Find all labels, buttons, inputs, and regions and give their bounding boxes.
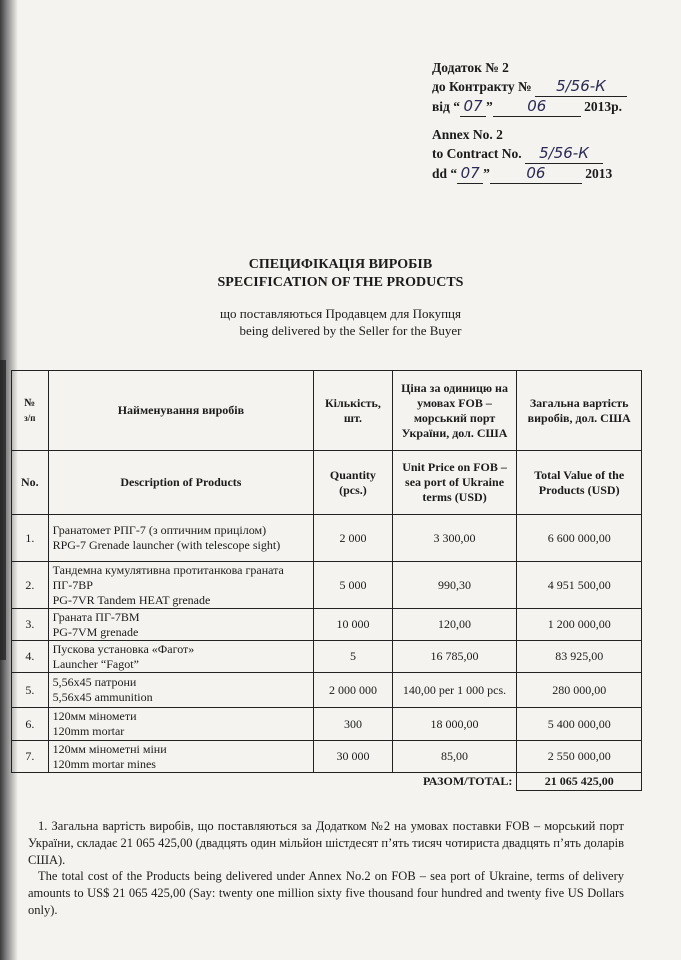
row-no: 5. [12, 673, 49, 708]
table-total-row [12, 773, 642, 791]
header-qty-ua: Кількість, шт. [314, 371, 393, 451]
row-total: 280 000,00 [517, 673, 642, 708]
total-label: РАЗОМ/TOTAL: [12, 773, 517, 791]
row-price: 85,00 [392, 741, 517, 773]
row-qty: 10 000 [314, 609, 393, 641]
header-en-date-prefix: dd “ [432, 166, 458, 181]
subtitle-en: being delivered by the Seller for the Buyer [239, 323, 462, 338]
row-desc-ua: Граната ПГ-7ВМ [52, 609, 140, 624]
row-no: 3. [12, 609, 49, 641]
row-no: 6. [12, 708, 49, 741]
row-qty: 5 000 [314, 562, 393, 609]
header-en-date-line [432, 164, 612, 184]
row-desc-ua: Гранатомет РПГ-7 (з оптичним прицілом) [52, 523, 267, 537]
row-desc [48, 562, 314, 609]
header-ua-quote-close: ” [486, 99, 493, 114]
header-ua-month: 06 [493, 97, 581, 117]
row-no: 2. [12, 562, 49, 609]
table-row [12, 609, 642, 641]
row-desc-ua: Тандемна кумулятивна протитанкова граната ПГ-7ВР [52, 562, 284, 592]
header-ua-contract-label: до Контракту № [432, 79, 532, 94]
header-ua-date-prefix: від “ [432, 99, 460, 114]
row-price: 16 785,00 [392, 641, 517, 673]
row-price: 140,00 per 1 000 pcs. [392, 673, 517, 708]
row-desc [48, 673, 314, 708]
header-ua [432, 58, 627, 117]
title-en: SPECIFICATION OF THE PRODUCTS [217, 275, 464, 290]
scan-edge-mark [0, 360, 6, 660]
header-no-sub: з/п [24, 412, 36, 423]
row-desc-en: PG-7VR Tandem HEAT grenade [52, 592, 211, 607]
row-qty: 2 000 [314, 515, 393, 562]
row-desc-en: 5,56x45 ammunition [52, 690, 153, 704]
row-no: 7. [12, 741, 49, 773]
header-ua-day: 07 [460, 97, 486, 117]
row-price: 3 300,00 [392, 515, 517, 562]
table-row [12, 641, 642, 673]
title-ua: СПЕЦИФІКАЦІЯ ВИРОБІВ [248, 257, 433, 272]
header-ua-contract-line [432, 77, 627, 97]
table-header-row-ua [12, 371, 642, 451]
row-desc [48, 515, 314, 562]
header-en-annex: Annex No. 2 [432, 127, 503, 142]
header-price-ua: Ціна за одиницю на умовах FOB – морський порт України, дол. США [392, 371, 517, 451]
row-no: 4. [12, 641, 49, 673]
row-desc-en: 120mm mortar [52, 724, 125, 738]
header-no-symbol: № [24, 396, 36, 409]
note-en: The total cost of the Products being delivered under Annex No.2 on FOB – sea port of Ukraine, terms of delivery amounts to US$ 21 065 425,00 (Say: twenty one million sixty five thousand four hundred and twenty five US Dollars only). [28, 869, 624, 917]
table-row [12, 708, 642, 741]
header-price-en: Unit Price on FOB – sea port of Ukraine terms (USD) [392, 451, 517, 515]
row-price: 990,30 [392, 562, 517, 609]
row-desc-en: Launcher “Fagot” [52, 656, 139, 671]
row-qty: 5 [314, 641, 393, 673]
header-en-year: 2013 [585, 166, 613, 181]
header-desc-ua: Найменування виробів [48, 371, 314, 451]
row-price: 120,00 [392, 609, 517, 641]
header-desc-en: Description of Products [48, 451, 314, 515]
row-desc [48, 609, 314, 641]
header-total-en: Total Value of the Products (USD) [517, 451, 642, 515]
row-no: 1. [12, 515, 49, 562]
header-ua-year: 2013р. [584, 99, 623, 114]
header-en-month: 06 [490, 164, 582, 184]
header-no-en: No. [12, 451, 49, 515]
row-total: 83 925,00 [517, 641, 642, 673]
row-total: 4 951 500,00 [517, 562, 642, 609]
header-en-contract-number: 5/56-К [525, 144, 603, 164]
row-desc-ua: Пускова установка «Фагот» [52, 641, 195, 656]
row-desc-ua: 120мм мінометні міни [52, 741, 167, 756]
table-header-row-en [12, 451, 642, 515]
row-total: 5 400 000,00 [517, 708, 642, 741]
note-ua: 1. Загальна вартість виробів, що поставляються за Додатком №2 на умовах поставки FOB – морський порт України, складає 21 065 425,00 (двадцять один мільйон шістдесят п’ять тисяч чотириста двадцять п’ять доларів США). [28, 819, 624, 867]
total-value: 21 065 425,00 [517, 773, 642, 791]
row-desc-ua: 5,56x45 патрони [52, 675, 137, 689]
table-row [12, 673, 642, 708]
row-desc-en: RPG-7 Grenade launcher (with telescope sight) [52, 538, 281, 552]
header-ua-date-line [432, 97, 627, 117]
table-row [12, 741, 642, 773]
row-total: 2 550 000,00 [517, 741, 642, 773]
header-ua-annex: Додаток № 2 [432, 60, 509, 75]
header-no-ua [12, 371, 49, 451]
row-qty: 2 000 000 [314, 673, 393, 708]
row-desc-en: PG-7VM grenade [52, 624, 139, 639]
header-en-contract-label: to Contract No. [432, 146, 522, 161]
row-desc-en: 120mm mortar mines [52, 756, 156, 771]
row-desc [48, 741, 314, 773]
header-qty-en: Quantity (pcs.) [314, 451, 393, 515]
row-desc-ua: 120мм міномети [52, 709, 137, 723]
specification-table [11, 370, 642, 791]
header-en-quote-close: ” [483, 166, 490, 181]
header-en-contract-line [432, 144, 612, 164]
header-ua-contract-number: 5/56-К [535, 77, 627, 97]
header-en-day: 07 [457, 164, 483, 184]
header-en [432, 125, 612, 184]
subtitle-ua: що поставляються Продавцем для Покупця [220, 306, 461, 321]
row-desc [48, 641, 314, 673]
row-qty: 300 [314, 708, 393, 741]
row-total: 1 200 000,00 [517, 609, 642, 641]
row-total: 6 600 000,00 [517, 515, 642, 562]
table-row [12, 515, 642, 562]
header-total-ua: Загальна вартість виробів, дол. США [517, 371, 642, 451]
row-qty: 30 000 [314, 741, 393, 773]
table-row [12, 562, 642, 609]
row-desc [48, 708, 314, 741]
row-price: 18 000,00 [392, 708, 517, 741]
